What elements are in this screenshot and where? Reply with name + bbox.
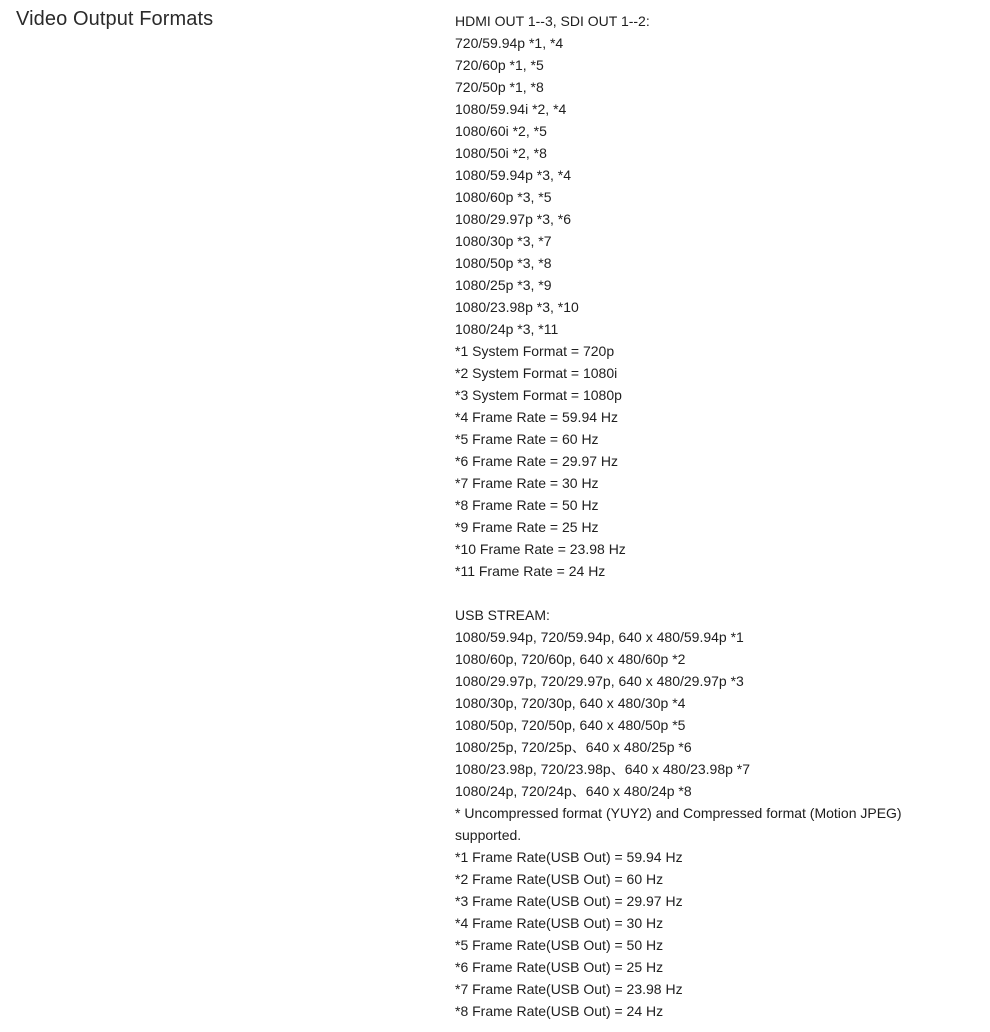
usb-footnote-line: *4 Frame Rate(USB Out) = 30 Hz <box>455 915 664 931</box>
usb-format-line: 1080/60p, 720/60p, 640 x 480/60p *2 <box>455 651 686 667</box>
hdmi-format-line: 1080/25p *3, *9 <box>455 277 552 293</box>
spec-label: Video Output Formats <box>16 8 214 30</box>
usb-format-line: 1080/23.98p, 720/23.98p、640 x 480/23.98p *7 <box>455 761 751 777</box>
hdmi-footnote-line: *1 System Format = 720p <box>455 343 615 359</box>
hdmi-format-line: 1080/50i *2, *8 <box>455 145 547 161</box>
hdmi-format-line: 1080/30p *3, *7 <box>455 233 552 249</box>
usb-format-line: 1080/30p, 720/30p, 640 x 480/30p *4 <box>455 695 686 711</box>
hdmi-footnote-line: *4 Frame Rate = 59.94 Hz <box>455 409 619 425</box>
hdmi-footnote-line: *11 Frame Rate = 24 Hz <box>455 563 606 579</box>
hdmi-format-line: 720/50p *1, *8 <box>455 79 544 95</box>
usb-format-line: 1080/24p, 720/24p、640 x 480/24p *8 <box>455 783 692 799</box>
usb-compression-note: * Uncompressed format (YUY2) and Compressed format (Motion JPEG) supported. <box>455 805 902 843</box>
usb-format-line: 1080/29.97p, 720/29.97p, 640 x 480/29.97p *3 <box>455 673 744 689</box>
hdmi-footnote-line: *7 Frame Rate = 30 Hz <box>455 475 599 491</box>
usb-footnote-line: *3 Frame Rate(USB Out) = 29.97 Hz <box>455 893 683 909</box>
hdmi-footnote-line: *2 System Format = 1080i <box>455 365 618 381</box>
hdmi-footnote-line: *6 Frame Rate = 29.97 Hz <box>455 453 619 469</box>
hdmi-format-line: 1080/50p *3, *8 <box>455 255 552 271</box>
hdmi-footnote-line: *10 Frame Rate = 23.98 Hz <box>455 541 626 557</box>
section-gap <box>455 582 935 604</box>
usb-footnote-line: *5 Frame Rate(USB Out) = 50 Hz <box>455 937 664 953</box>
hdmi-footnote-line: *9 Frame Rate = 25 Hz <box>455 519 599 535</box>
usb-footnote-line: *6 Frame Rate(USB Out) = 25 Hz <box>455 959 664 975</box>
usb-footnote-line: *1 Frame Rate(USB Out) = 59.94 Hz <box>455 849 683 865</box>
hdmi-format-line: 1080/24p *3, *11 <box>455 321 559 337</box>
hdmi-format-line: 1080/23.98p *3, *10 <box>455 299 579 315</box>
hdmi-format-line: 1080/29.97p *3, *6 <box>455 211 571 227</box>
usb-footnote-line: *2 Frame Rate(USB Out) = 60 Hz <box>455 871 664 887</box>
usb-stream-heading: USB STREAM: <box>455 607 550 623</box>
usb-format-line: 1080/50p, 720/50p, 640 x 480/50p *5 <box>455 717 686 733</box>
hdmi-format-line: 720/59.94p *1, *4 <box>455 35 564 51</box>
usb-format-line: 1080/25p, 720/25p、640 x 480/25p *6 <box>455 739 692 755</box>
hdmi-format-line: 1080/59.94i *2, *4 <box>455 101 567 117</box>
spec-value <box>455 10 935 1022</box>
hdmi-format-line: 1080/60p *3, *5 <box>455 189 552 205</box>
usb-footnote-line: *8 Frame Rate(USB Out) = 24 Hz <box>455 1003 664 1019</box>
hdmi-format-line: 720/60p *1, *5 <box>455 57 544 73</box>
hdmi-format-line: 1080/59.94p *3, *4 <box>455 167 571 183</box>
hdmi-footnote-line: *5 Frame Rate = 60 Hz <box>455 431 599 447</box>
hdmi-format-line: 1080/60i *2, *5 <box>455 123 547 139</box>
hdmi-sdi-heading: HDMI OUT 1--3, SDI OUT 1--2: <box>455 13 650 29</box>
hdmi-footnote-line: *3 System Format = 1080p <box>455 387 622 403</box>
usb-footnote-line: *7 Frame Rate(USB Out) = 23.98 Hz <box>455 981 683 997</box>
usb-format-line: 1080/59.94p, 720/59.94p, 640 x 480/59.94p *1 <box>455 629 744 645</box>
hdmi-footnote-line: *8 Frame Rate = 50 Hz <box>455 497 599 513</box>
